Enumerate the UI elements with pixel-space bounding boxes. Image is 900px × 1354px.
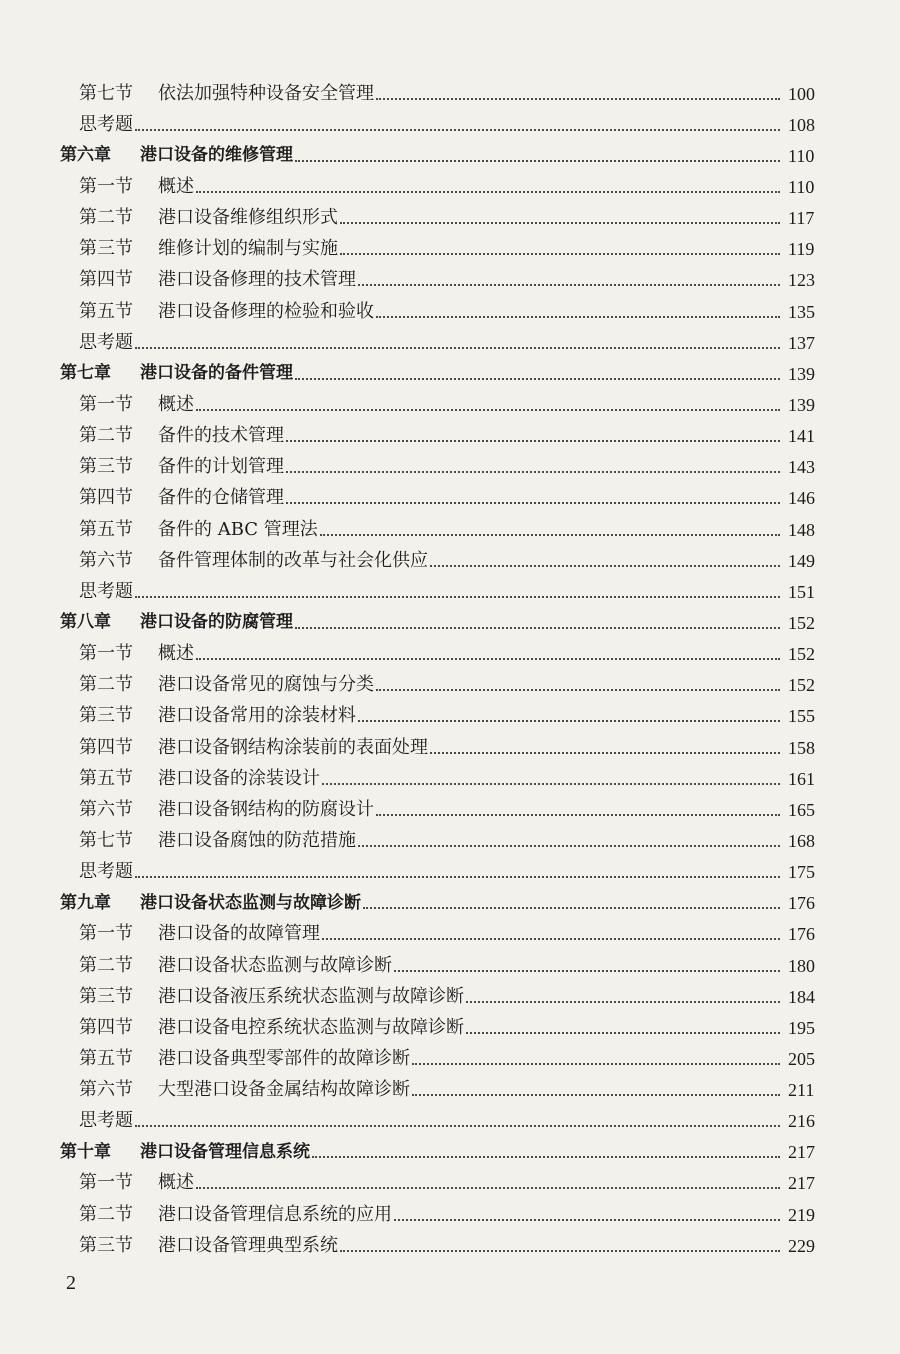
toc-entry-title: 概述 bbox=[158, 1172, 194, 1194]
dot-leader bbox=[466, 1032, 780, 1034]
toc-entry-number: 第一节 bbox=[79, 643, 133, 665]
toc-entry-title: 港口设备钢结构的防腐设计 bbox=[158, 798, 374, 820]
toc-section-row bbox=[0, 919, 900, 950]
dot-leader bbox=[340, 1250, 780, 1252]
toc-entry-page: 141 bbox=[788, 426, 815, 447]
toc-entry-label bbox=[79, 798, 374, 820]
dot-leader bbox=[286, 440, 780, 442]
dot-leader bbox=[358, 284, 780, 286]
toc-entry-label bbox=[79, 580, 133, 602]
toc-entry-title: 思考题 bbox=[79, 331, 133, 353]
toc-questions-row bbox=[0, 109, 900, 140]
toc-entry-page: 123 bbox=[788, 270, 815, 291]
toc-section-row bbox=[0, 825, 900, 856]
toc-entry-number: 第三节 bbox=[79, 238, 133, 260]
toc-entry-page: 168 bbox=[788, 830, 815, 851]
toc-entry-label bbox=[79, 209, 338, 227]
toc-entry-label bbox=[79, 82, 374, 104]
toc-entry-label bbox=[79, 925, 320, 943]
toc-section-row bbox=[0, 763, 900, 794]
toc-entry-number: 第一节 bbox=[79, 393, 133, 415]
dot-leader bbox=[295, 627, 780, 629]
toc-entry-page: 143 bbox=[788, 457, 815, 478]
toc-entry-number: 第四节 bbox=[79, 487, 133, 509]
dot-leader bbox=[363, 907, 780, 909]
toc-entry-page: 219 bbox=[788, 1204, 815, 1225]
toc-entry-title: 港口设备液压系统状态监测与故障诊断 bbox=[158, 985, 464, 1007]
toc-entry-label bbox=[79, 393, 194, 415]
toc-entry-number: 第三节 bbox=[79, 985, 133, 1007]
dot-leader bbox=[196, 409, 780, 411]
toc-section-row bbox=[0, 670, 900, 701]
toc-section-row bbox=[0, 514, 900, 545]
toc-entry-number: 第八章 bbox=[60, 612, 111, 633]
toc-entry-title: 思考题 bbox=[79, 1110, 133, 1132]
toc-entry-label bbox=[79, 271, 356, 289]
toc-entry-number: 第三节 bbox=[79, 705, 133, 727]
dot-leader bbox=[295, 378, 780, 380]
toc-entry-page: 152 bbox=[788, 675, 815, 696]
toc-entry-page: 139 bbox=[788, 394, 815, 415]
toc-section-row bbox=[0, 171, 900, 202]
toc-entry-page: 155 bbox=[788, 706, 815, 727]
toc-entry-label bbox=[79, 1081, 410, 1099]
toc-entry-title: 港口设备的维修管理 bbox=[140, 145, 293, 166]
dot-leader bbox=[320, 534, 780, 536]
toc-entry-label bbox=[79, 1234, 338, 1256]
toc-section-row bbox=[0, 981, 900, 1012]
toc-entry-number: 第六节 bbox=[79, 798, 133, 820]
toc-entry-title: 港口设备维修组织形式 bbox=[158, 207, 338, 229]
toc-entry-label bbox=[60, 147, 293, 164]
toc-entry-label bbox=[79, 300, 374, 322]
toc-entry-title: 备件的 ABC 管理法 bbox=[158, 518, 318, 540]
table-of-contents bbox=[0, 78, 900, 1261]
toc-entry-label bbox=[79, 985, 464, 1007]
toc-questions-row bbox=[0, 857, 900, 888]
toc-entry-page: 100 bbox=[788, 83, 815, 104]
toc-entry-number: 第六节 bbox=[79, 1079, 133, 1101]
toc-section-row bbox=[0, 1075, 900, 1106]
toc-entry-label bbox=[79, 645, 194, 663]
dot-leader bbox=[376, 814, 780, 816]
toc-entry-title: 港口设备状态监测与故障诊断 bbox=[158, 954, 392, 976]
dot-leader bbox=[412, 1094, 780, 1096]
toc-entry-number: 第六节 bbox=[79, 549, 133, 571]
dot-leader bbox=[358, 845, 780, 847]
toc-section-row bbox=[0, 296, 900, 327]
toc-entry-title: 思考题 bbox=[79, 113, 133, 135]
toc-entry-title: 思考题 bbox=[79, 861, 133, 883]
toc-entry-number: 第七章 bbox=[60, 363, 111, 384]
toc-chapter-row bbox=[0, 607, 900, 638]
toc-entry-title: 港口设备管理典型系统 bbox=[158, 1234, 338, 1256]
toc-entry-page: 180 bbox=[788, 955, 815, 976]
toc-entry-number: 第三节 bbox=[79, 456, 133, 478]
toc-entry-number: 第二节 bbox=[79, 674, 133, 696]
dot-leader bbox=[466, 1001, 780, 1003]
toc-entry-title: 港口设备典型零部件的故障诊断 bbox=[158, 1047, 410, 1069]
toc-entry-label bbox=[60, 614, 293, 631]
dot-leader bbox=[322, 938, 780, 940]
dot-leader bbox=[312, 1156, 780, 1158]
toc-entry-number: 第三节 bbox=[79, 1234, 133, 1256]
toc-entry-page: 119 bbox=[788, 239, 815, 260]
toc-entry-label bbox=[60, 365, 293, 382]
toc-entry-page: 184 bbox=[788, 986, 815, 1007]
toc-questions-row bbox=[0, 1106, 900, 1137]
toc-entry-page: 176 bbox=[788, 893, 815, 914]
dot-leader bbox=[135, 1125, 780, 1127]
toc-section-row bbox=[0, 950, 900, 981]
toc-chapter-row bbox=[0, 888, 900, 919]
toc-entry-title: 港口设备管理信息系统 bbox=[140, 1141, 310, 1162]
toc-entry-label bbox=[79, 518, 318, 540]
toc-entry-number: 第九章 bbox=[60, 892, 111, 913]
dot-leader bbox=[135, 129, 780, 131]
dot-leader bbox=[376, 689, 780, 691]
dot-leader bbox=[376, 98, 780, 100]
dot-leader bbox=[196, 191, 780, 193]
toc-chapter-row bbox=[0, 1137, 900, 1168]
toc-section-row bbox=[0, 1199, 900, 1230]
toc-entry-page: 110 bbox=[788, 176, 815, 197]
toc-entry-title: 港口设备管理信息系统的应用 bbox=[158, 1203, 392, 1225]
toc-section-row bbox=[0, 639, 900, 670]
toc-entry-label bbox=[79, 458, 284, 476]
toc-entry-page: 175 bbox=[788, 862, 815, 883]
toc-entry-label bbox=[79, 736, 428, 758]
toc-entry-title: 备件的仓储管理 bbox=[158, 487, 284, 509]
toc-entry-page: 137 bbox=[788, 332, 815, 353]
toc-entry-number: 第五节 bbox=[79, 767, 133, 789]
toc-entry-number: 第四节 bbox=[79, 269, 133, 291]
toc-section-row bbox=[0, 701, 900, 732]
toc-entry-label bbox=[79, 707, 356, 725]
toc-entry-label bbox=[60, 892, 361, 913]
toc-entry-label bbox=[79, 1112, 133, 1130]
dot-leader bbox=[412, 1063, 780, 1065]
toc-entry-label bbox=[79, 1174, 194, 1192]
toc-entry-label bbox=[79, 175, 194, 197]
toc-entry-number: 第七节 bbox=[79, 829, 133, 851]
dot-leader bbox=[394, 970, 780, 972]
toc-entry-page: 216 bbox=[788, 1111, 815, 1132]
toc-section-row bbox=[0, 794, 900, 825]
toc-section-row bbox=[0, 545, 900, 576]
toc-entry-title: 港口设备腐蚀的防范措施 bbox=[158, 829, 356, 851]
toc-entry-page: 110 bbox=[788, 145, 815, 166]
toc-entry-title: 备件管理体制的改革与社会化供应 bbox=[158, 549, 428, 571]
toc-entry-label bbox=[79, 1203, 392, 1225]
toc-entry-page: 117 bbox=[788, 208, 815, 229]
dot-leader bbox=[394, 1219, 780, 1221]
toc-entry-title: 备件的计划管理 bbox=[158, 456, 284, 478]
toc-entry-number: 第四节 bbox=[79, 736, 133, 758]
toc-entry-page: 152 bbox=[788, 644, 815, 665]
toc-entry-label bbox=[79, 1016, 464, 1038]
toc-entry-title: 备件的技术管理 bbox=[158, 425, 284, 447]
toc-entry-title: 概述 bbox=[158, 175, 194, 197]
toc-entry-page: 108 bbox=[788, 114, 815, 135]
toc-entry-number: 第五节 bbox=[79, 1047, 133, 1069]
toc-entry-title: 港口设备状态监测与故障诊断 bbox=[140, 892, 361, 913]
dot-leader bbox=[286, 502, 780, 504]
dot-leader bbox=[340, 253, 780, 255]
toc-entry-number: 第七节 bbox=[79, 82, 133, 104]
toc-chapter-row bbox=[0, 140, 900, 171]
toc-entry-title: 依法加强特种设备安全管理 bbox=[158, 82, 374, 104]
toc-entry-number: 第一节 bbox=[79, 1172, 133, 1194]
toc-entry-page: 195 bbox=[788, 1017, 815, 1038]
toc-entry-title: 港口设备常用的涂装材料 bbox=[158, 705, 356, 727]
toc-section-row bbox=[0, 1012, 900, 1043]
toc-entry-label bbox=[79, 676, 374, 694]
toc-entry-page: 217 bbox=[788, 1173, 815, 1194]
toc-entry-page: 176 bbox=[788, 924, 815, 945]
toc-entry-number: 第五节 bbox=[79, 300, 133, 322]
page-number: 2 bbox=[66, 1272, 76, 1294]
toc-entry-title: 港口设备的防腐管理 bbox=[140, 612, 293, 633]
toc-entry-label bbox=[79, 331, 133, 353]
toc-entry-number: 第四节 bbox=[79, 1016, 133, 1038]
toc-section-row bbox=[0, 732, 900, 763]
toc-entry-title: 港口设备修理的检验和验收 bbox=[158, 300, 374, 322]
toc-entry-label bbox=[79, 829, 356, 851]
toc-entry-number: 第二节 bbox=[79, 425, 133, 447]
toc-entry-title: 港口设备的涂装设计 bbox=[158, 767, 320, 789]
toc-section-row bbox=[0, 483, 900, 514]
dot-leader bbox=[322, 783, 780, 785]
toc-entry-number: 第二节 bbox=[79, 1203, 133, 1225]
toc-entry-number: 第一节 bbox=[79, 923, 133, 945]
toc-entry-number: 第二节 bbox=[79, 954, 133, 976]
toc-entry-title: 概述 bbox=[158, 393, 194, 415]
dot-leader bbox=[135, 596, 780, 598]
toc-entry-title: 港口设备电控系统状态监测与故障诊断 bbox=[158, 1016, 464, 1038]
toc-entry-page: 211 bbox=[788, 1080, 815, 1101]
toc-section-row bbox=[0, 203, 900, 234]
toc-entry-number: 第十章 bbox=[60, 1141, 111, 1162]
toc-entry-page: 217 bbox=[788, 1142, 815, 1163]
toc-section-row bbox=[0, 421, 900, 452]
toc-questions-row bbox=[0, 327, 900, 358]
toc-entry-title: 大型港口设备金属结构故障诊断 bbox=[158, 1079, 410, 1101]
toc-entry-title: 港口设备的备件管理 bbox=[140, 363, 293, 384]
dot-leader bbox=[376, 316, 780, 318]
toc-entry-page: 149 bbox=[788, 550, 815, 571]
toc-entry-title: 港口设备修理的技术管理 bbox=[158, 269, 356, 291]
dot-leader bbox=[135, 876, 780, 878]
toc-entry-label bbox=[79, 767, 320, 789]
toc-entry-page: 146 bbox=[788, 488, 815, 509]
toc-entry-page: 165 bbox=[788, 799, 815, 820]
dot-leader bbox=[135, 347, 780, 349]
dot-leader bbox=[358, 720, 780, 722]
toc-entry-number: 第六章 bbox=[60, 145, 111, 166]
toc-section-row bbox=[0, 1043, 900, 1074]
toc-entry-page: 205 bbox=[788, 1048, 815, 1069]
toc-entry-label bbox=[79, 863, 133, 881]
toc-entry-title: 概述 bbox=[158, 643, 194, 665]
toc-entry-label bbox=[79, 113, 133, 135]
toc-entry-label bbox=[79, 427, 284, 445]
toc-entry-title: 维修计划的编制与实施 bbox=[158, 238, 338, 260]
dot-leader bbox=[340, 222, 780, 224]
dot-leader bbox=[430, 752, 780, 754]
toc-entry-label bbox=[79, 1047, 410, 1069]
toc-section-row bbox=[0, 389, 900, 420]
toc-entry-label bbox=[79, 240, 338, 258]
toc-entry-page: 158 bbox=[788, 737, 815, 758]
dot-leader bbox=[196, 1187, 780, 1189]
toc-entry-page: 135 bbox=[788, 301, 815, 322]
dot-leader bbox=[295, 160, 780, 162]
toc-section-row bbox=[0, 265, 900, 296]
toc-entry-label bbox=[79, 489, 284, 507]
dot-leader bbox=[286, 471, 780, 473]
toc-entry-title: 港口设备的故障管理 bbox=[158, 923, 320, 945]
toc-entry-title: 港口设备钢结构涂装前的表面处理 bbox=[158, 736, 428, 758]
toc-section-row bbox=[0, 78, 900, 109]
toc-entry-label bbox=[79, 954, 392, 976]
toc-section-row bbox=[0, 1168, 900, 1199]
toc-entry-number: 第二节 bbox=[79, 207, 133, 229]
toc-questions-row bbox=[0, 576, 900, 607]
toc-section-row bbox=[0, 452, 900, 483]
toc-section-row bbox=[0, 1230, 900, 1261]
toc-entry-title: 港口设备常见的腐蚀与分类 bbox=[158, 674, 374, 696]
toc-entry-label bbox=[79, 549, 428, 571]
toc-entry-page: 148 bbox=[788, 519, 815, 540]
dot-leader bbox=[196, 658, 780, 660]
toc-entry-page: 229 bbox=[788, 1235, 815, 1256]
toc-entry-page: 161 bbox=[788, 768, 815, 789]
toc-entry-number: 第一节 bbox=[79, 175, 133, 197]
toc-section-row bbox=[0, 234, 900, 265]
toc-entry-title: 思考题 bbox=[79, 580, 133, 602]
toc-entry-page: 151 bbox=[788, 581, 815, 602]
toc-chapter-row bbox=[0, 358, 900, 389]
toc-entry-number: 第五节 bbox=[79, 518, 133, 540]
toc-entry-page: 139 bbox=[788, 363, 815, 384]
toc-entry-page: 152 bbox=[788, 612, 815, 633]
toc-entry-label bbox=[60, 1141, 310, 1162]
dot-leader bbox=[430, 565, 780, 567]
